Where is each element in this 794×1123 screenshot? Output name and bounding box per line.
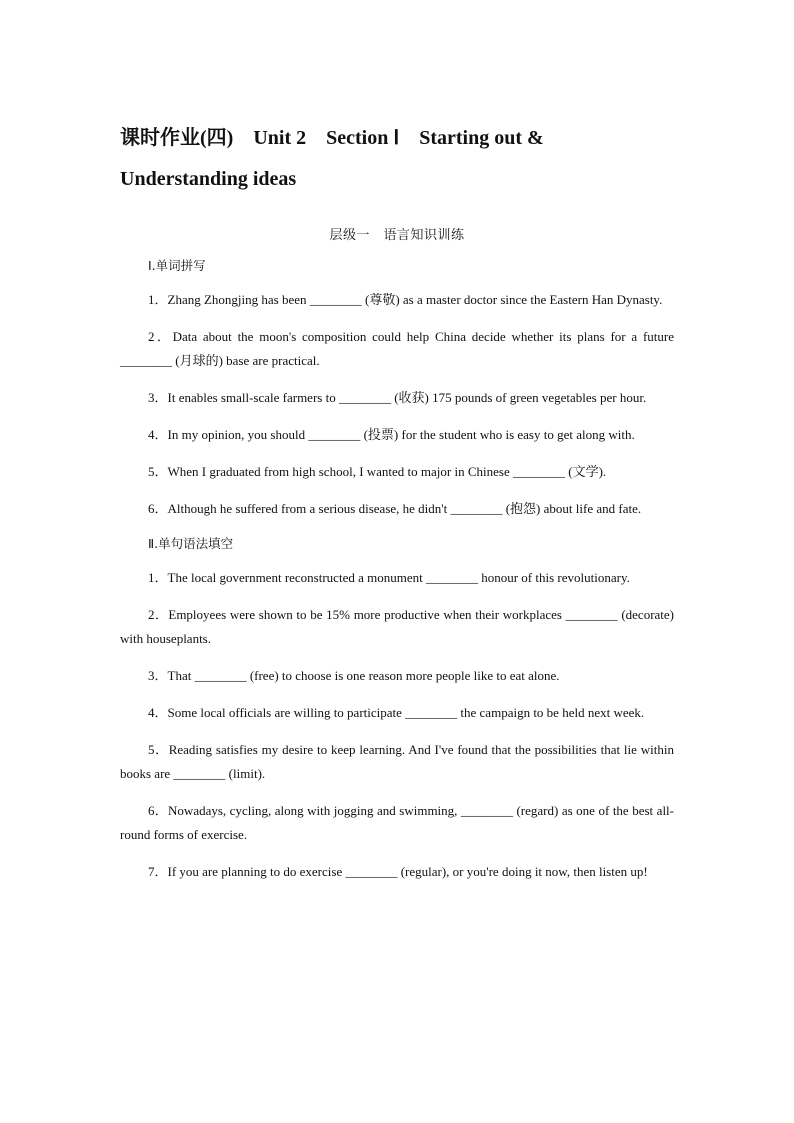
level-heading: 层级一 语言知识训练	[329, 228, 465, 243]
question-item: 1．The local government reconstructed a monument ________ honour of this revolutionary.	[148, 570, 630, 585]
question-item: 7．If you are planning to do exercise ________ (regular), or you're doing it now, then listen up!	[148, 864, 648, 879]
question-item: 5．When I graduated from high school, I wanted to major in Chinese ________ (文学).	[148, 464, 607, 479]
question-item: 4．Some local officials are willing to participate ________ the campaign to be held next week.	[148, 705, 645, 720]
question-item: 3．It enables small-scale farmers to ________ (收获) 175 pounds of green vegetables per hour.	[148, 390, 647, 405]
question-item: 5．Reading satisfies my desire to keep learning. And I've found that the possibilities that lie within books are ________ (limit).	[120, 742, 674, 781]
page-title	[120, 118, 674, 200]
question-item: 1．Zhang Zhongjing has been ________ (尊敬) as a master doctor since the Eastern Han Dynasty.	[148, 292, 663, 307]
section-heading-spelling: Ⅰ.单词拼写	[148, 258, 206, 273]
question-item: 6．Although he suffered from a serious disease, he didn't ________ (抱怨) about life and fate.	[148, 501, 642, 516]
question-item: 2．Data about the moon's composition could help China decide whether its plans for a future ________ (月球的) base are practical.	[120, 329, 674, 368]
title-line-1: 课时作业(四) Unit 2 Section Ⅰ Starting out &	[120, 127, 544, 149]
question-item: 3．That ________ (free) to choose is one reason more people like to eat alone.	[148, 668, 560, 683]
section-heading-grammar: Ⅱ.单句语法填空	[148, 536, 234, 551]
worksheet-content	[120, 118, 674, 897]
question-item: 2．Employees were shown to be 15% more productive when their workplaces ________ (decorate) with houseplants.	[120, 607, 674, 646]
question-item: 4．In my opinion, you should ________ (投票) for the student who is easy to get along with.	[148, 427, 635, 442]
question-item: 6．Nowadays, cycling, along with jogging and swimming, ________ (regard) as one of the best all-round forms of exercise.	[120, 803, 674, 842]
title-line-2: Understanding ideas	[120, 168, 297, 190]
